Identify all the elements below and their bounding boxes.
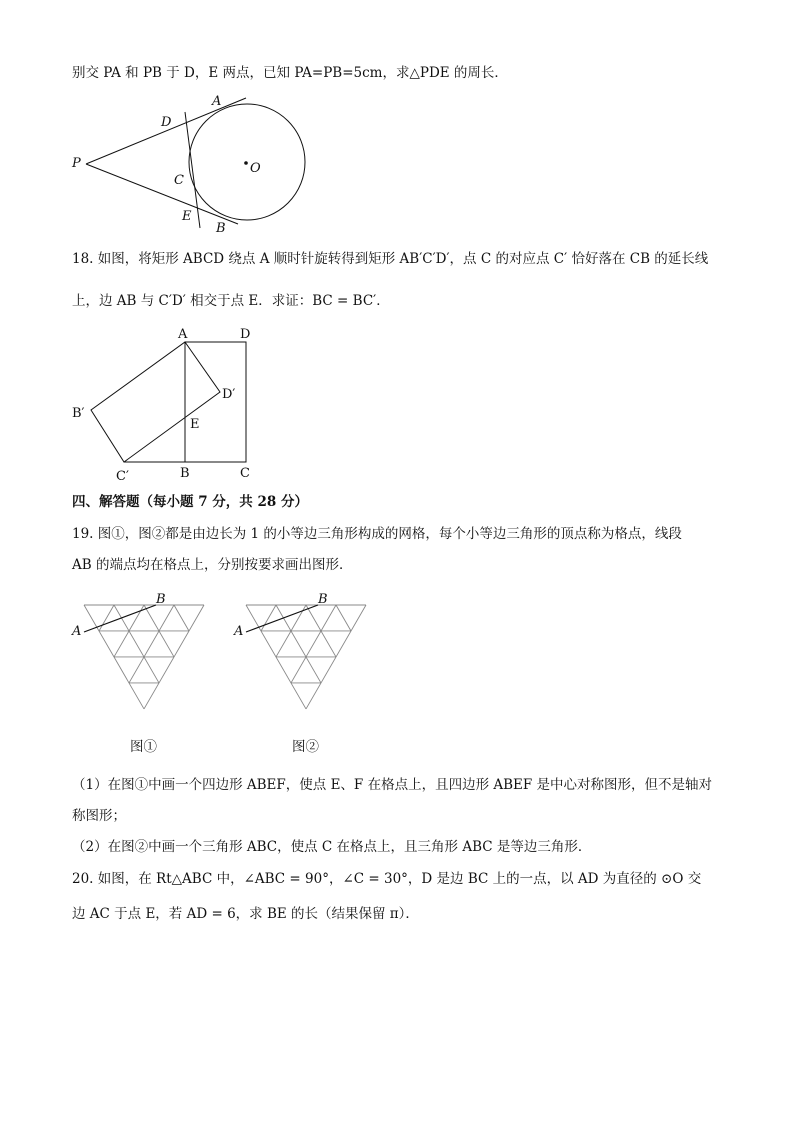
q19-text-line1: 19. 图①，图②都是由边长为 1 的小等边三角形构成的网格，每个小等边三角形的顶点称为格点，线段 [72,526,682,542]
segment-ab [84,605,156,632]
q18-figure [60,322,280,484]
label-c: C [240,466,250,481]
q19-part1-line2: 称图形； [72,808,126,824]
label-a: A [234,624,244,639]
label-a: A [178,327,188,342]
label-b-prime: B′ [72,406,85,421]
label-a: A [212,94,222,109]
label-b: B [318,592,328,607]
center-dot-o [244,161,248,165]
q18-text-line1: 18. 如图，将矩形 ABCD 绕点 A 顺时针旋转得到矩形 AB′C′D′，点 C 的对应点 C′ 恰好落在 CB 的延长线 [72,251,709,267]
grid-line [336,605,351,631]
label-e: E [182,209,192,224]
tangent-pb [86,164,238,224]
grid-line [291,605,336,683]
q19-part2: （2）在图②中画一个三角形 ABC，使点 C 在格点上，且三角形 ABC 是等边三角形． [72,839,592,855]
label-p: P [72,156,81,171]
grid-line [174,605,189,631]
label-d-prime: D′ [222,387,236,402]
q18-text-line2: 上，边 AB 与 C′D′ 相交于点 E．求证：BC = BC′． [72,293,390,309]
grid-line [261,605,276,631]
triangle-grid [246,605,366,709]
section-heading: 四、解答题（每小题 7 分，共 28 分） [72,494,308,510]
rect-abcd [185,342,246,462]
q19-grid-figure-1 [60,590,220,735]
q19-part1-line1: （1）在图①中画一个四边形 ABEF，使点 E、F 在格点上，且四边形 ABEF 是中心对称图形，但不是轴对 [72,777,713,793]
label-d: D [161,115,172,130]
q19-text-line2: AB 的端点均在格点上，分别按要求画出图形． [72,557,353,573]
label-b: B [180,466,190,481]
rect-ab2c2d2 [91,342,220,462]
fig2-caption: 图② [292,739,319,755]
grid-line [99,605,114,631]
label-c-prime: C′ [116,469,129,484]
fig1-caption: 图① [130,739,157,755]
label-e: E [190,417,200,432]
label-b: B [216,221,226,236]
label-d: D [240,327,251,342]
q20-text-line2: 边 AC 于点 E，若 AD = 6，求 BE 的长（结果保留 π）． [72,906,419,922]
q17-text: 别交 PA 和 PB 于 D，E 两点，已知 PA=PB=5cm，求△PDE 的周长． [72,65,508,81]
label-b: B [156,592,166,607]
grid-line [114,605,159,683]
label-c: C [174,173,184,188]
grid-line [276,605,321,683]
label-o: O [250,161,261,176]
triangle-grid [84,605,204,709]
grid-line [129,605,174,683]
label-a: A [72,624,82,639]
q17-figure [60,88,330,238]
tangent-pa [86,98,246,164]
q19-grid-figure-2 [222,590,382,735]
q20-text-line1: 20. 如图，在 Rt△ABC 中，∠ABC = 90°，∠C = 30°，D 是边 BC 上的一点，以 AD 为直径的 ⊙O 交 [72,871,702,887]
segment-ab [246,605,318,632]
